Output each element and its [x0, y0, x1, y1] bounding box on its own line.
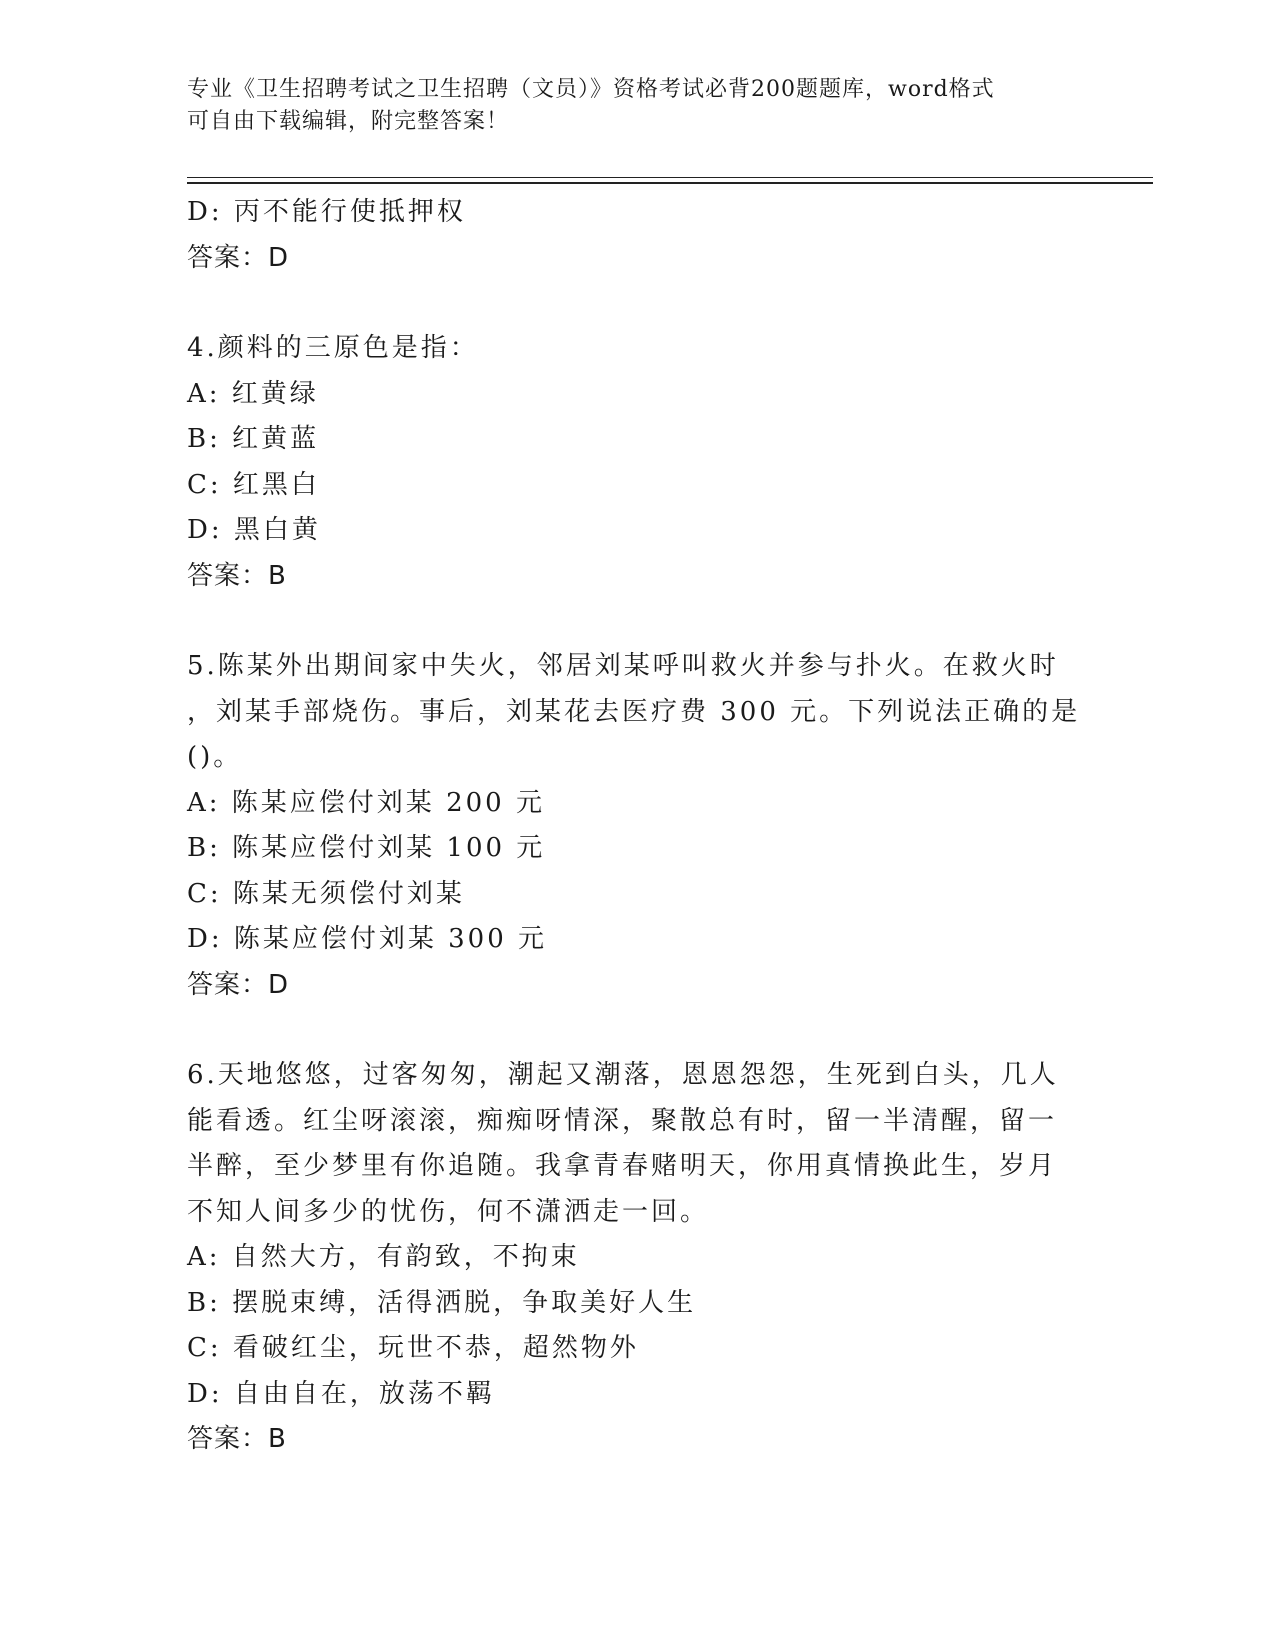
question-stem-line: ()。 [187, 742, 243, 772]
question-stem-line: 6.天地悠悠，过客匆匆，潮起又潮落，恩恩怨怨，生死到白头，几人 [187, 1060, 1059, 1090]
header-line-1: 专业《卫生招聘考试之卫生招聘（文员）》资格考试必背200题题库，word格式 [187, 77, 995, 102]
option-d: D: 自由自在，放荡不羁 [187, 1378, 495, 1409]
spacer [187, 1008, 1067, 1053]
header-rule-thick [187, 182, 1153, 184]
spacer [187, 599, 1067, 644]
question-content [187, 190, 1081, 1463]
option-c: C: 红黑白 [187, 469, 320, 500]
answer: 答案：B [187, 1424, 287, 1454]
option-a: A: 红黄绿 [187, 378, 319, 409]
carryover-answer: 答案：D [187, 242, 290, 273]
spacer [187, 281, 1067, 326]
option-b: B: 摆脱束缚，活得洒脱，争取美好人生 [187, 1287, 697, 1318]
option-a: A: 陈某应偿付刘某 200 元 [187, 787, 545, 818]
carryover-option-d: D: 丙不能行使抵押权 [187, 197, 466, 227]
option-c: C: 陈某无须偿付刘某 [187, 878, 465, 909]
question-stem-line: 半醉，至少梦里有你追随。我拿青春赌明天，你用真情换此生，岁月 [187, 1151, 1058, 1181]
question-stem-line: 能看透。红尘呀滚滚，痴痴呀情深，聚散总有时，留一半清醒，留一 [187, 1105, 1058, 1136]
question-4 [187, 326, 1067, 599]
document-header [187, 74, 1087, 138]
option-c: C: 看破红尘，玩世不恭，超然物外 [187, 1333, 639, 1363]
answer: 答案：B [187, 560, 287, 591]
option-d: D: 陈某应偿付刘某 300 元 [187, 924, 548, 954]
header-line-2: 可自由下载编辑，附完整答案！ [187, 109, 510, 134]
question-stem-line: 4.颜料的三原色是指： [187, 333, 479, 363]
option-d: D: 黑白黄 [187, 515, 321, 545]
option-b: B: 陈某应偿付刘某 100 元 [187, 833, 546, 863]
question-stem-line: 不知人间多少的忧伤，何不潇洒走一回。 [187, 1196, 710, 1227]
header-rule-thin [187, 177, 1153, 178]
option-a: A: 自然大方，有韵致，不拘束 [187, 1242, 580, 1272]
answer: 答案：D [187, 969, 290, 1000]
question-stem-line: ，刘某手部烧伤。事后，刘某花去医疗费 300 元。下列说法正确的是 [187, 696, 1081, 727]
question-5 [187, 644, 1081, 1008]
question-stem-line: 5.陈某外出期间家中失火，邻居刘某呼叫救火并参与扑火。在救火时 [187, 651, 1059, 681]
option-b: B: 红黄蓝 [187, 424, 320, 454]
question-6 [187, 1053, 1067, 1463]
